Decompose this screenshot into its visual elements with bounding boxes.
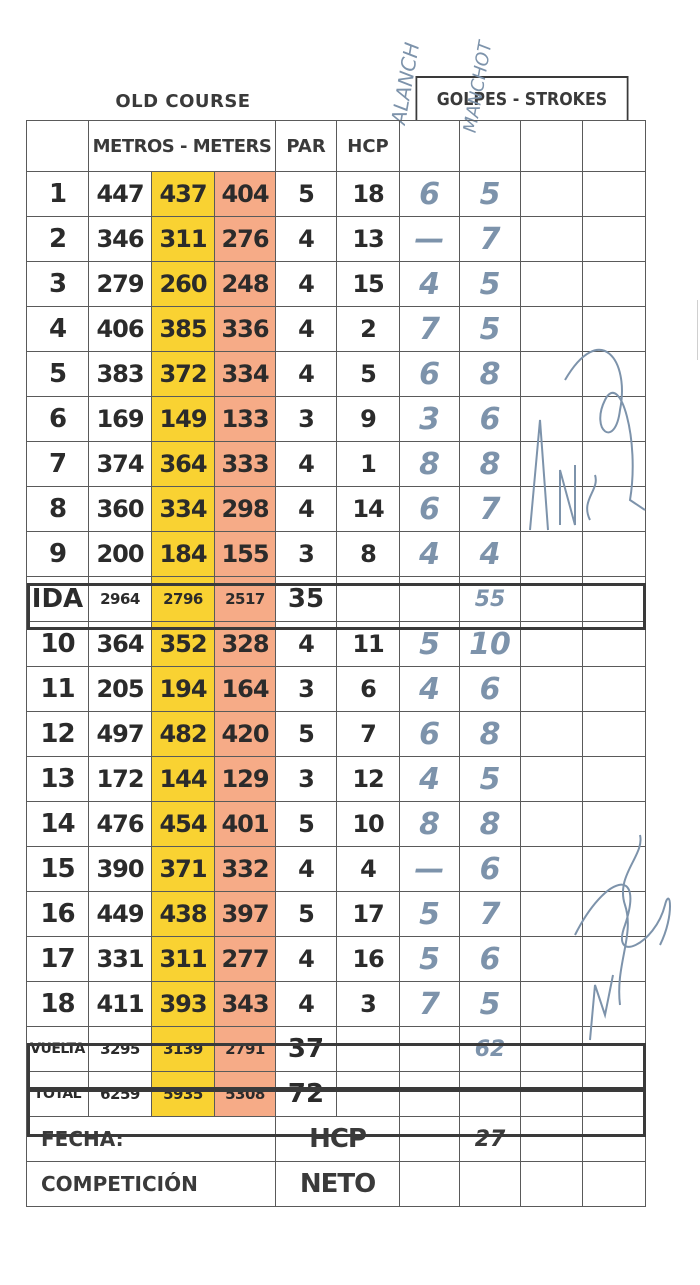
- player-1-score: 4: [400, 532, 460, 577]
- hcp-value: 8: [337, 532, 400, 577]
- competicion-row-player-3: [521, 1162, 583, 1207]
- fecha-row-player-3: [521, 1117, 583, 1162]
- page-edge: [697, 300, 698, 360]
- vuelta-row-player-1: [400, 1027, 460, 1072]
- meters-yellow: 311: [152, 937, 215, 982]
- meters-red: 129: [215, 757, 276, 802]
- hole-number: 17: [27, 937, 89, 982]
- player-4-score: [583, 757, 646, 802]
- vuelta-row-player-2: 62: [460, 1027, 521, 1072]
- meters-white: 406: [89, 307, 152, 352]
- hole-number: 11: [27, 667, 89, 712]
- player-1-score: 7: [400, 307, 460, 352]
- player-1-score: 5: [400, 892, 460, 937]
- meters-yellow: 144: [152, 757, 215, 802]
- meters-white: 383: [89, 352, 152, 397]
- hole-row: [27, 217, 646, 262]
- player-3-score: [521, 442, 583, 487]
- player-2-score: 8: [460, 352, 521, 397]
- hole-number: 13: [27, 757, 89, 802]
- hole-row: [27, 802, 646, 847]
- meters-yellow: 352: [152, 622, 215, 667]
- total-row-par: 72: [276, 1072, 337, 1117]
- meters-yellow: 482: [152, 712, 215, 757]
- hole-row: [27, 442, 646, 487]
- fecha-row: [27, 1117, 646, 1162]
- player-4-score: [583, 352, 646, 397]
- player-1-score: 4: [400, 757, 460, 802]
- score-col-1-header: [400, 121, 460, 172]
- total-row: [27, 1072, 646, 1117]
- hole-row: [27, 982, 646, 1027]
- player-4-score: [583, 262, 646, 307]
- player-2-score: 6: [460, 667, 521, 712]
- player-1-score: 7: [400, 982, 460, 1027]
- player-3-score: [521, 397, 583, 442]
- hole-row: [27, 307, 646, 352]
- par-value: 5: [276, 172, 337, 217]
- ida-row-player-2: 55: [460, 577, 521, 622]
- total-row-player-1: [400, 1072, 460, 1117]
- meters-red: 420: [215, 712, 276, 757]
- meters-yellow: 149: [152, 397, 215, 442]
- hole-row: [27, 757, 646, 802]
- hcp-value: 11: [337, 622, 400, 667]
- hole-row: [27, 352, 646, 397]
- fecha-row-label: FECHA:: [27, 1117, 276, 1162]
- hole-row: [27, 487, 646, 532]
- vuelta-row: [27, 1027, 646, 1072]
- par-value: 5: [276, 712, 337, 757]
- player-2-score: 8: [460, 802, 521, 847]
- meters-red: 334: [215, 352, 276, 397]
- fecha-row-player-1: [400, 1117, 460, 1162]
- player-1-score: —: [400, 217, 460, 262]
- hcp-value: 3: [337, 982, 400, 1027]
- hole-row: [27, 667, 646, 712]
- meters-white: 476: [89, 802, 152, 847]
- meters-yellow: 194: [152, 667, 215, 712]
- player-2-score: 6: [460, 397, 521, 442]
- meters-yellow: 437: [152, 172, 215, 217]
- player-1-score: 8: [400, 802, 460, 847]
- player-1-score: 6: [400, 487, 460, 532]
- hole-row: [27, 172, 646, 217]
- meters-yellow: 385: [152, 307, 215, 352]
- ida-row-yellow: 2796: [152, 577, 215, 622]
- hole-number: 1: [27, 172, 89, 217]
- hcp-value: 2: [337, 307, 400, 352]
- hcp-value: 10: [337, 802, 400, 847]
- meters-red: 164: [215, 667, 276, 712]
- player-2-score: 5: [460, 262, 521, 307]
- player-3-score: [521, 487, 583, 532]
- hole-number: 5: [27, 352, 89, 397]
- meters-red: 336: [215, 307, 276, 352]
- ida-row-par: 35: [276, 577, 337, 622]
- total-row-red: 5308: [215, 1072, 276, 1117]
- player-4-score: [583, 307, 646, 352]
- meters-red: 343: [215, 982, 276, 1027]
- vuelta-row-yellow: 3139: [152, 1027, 215, 1072]
- hole-number: 18: [27, 982, 89, 1027]
- par-value: 4: [276, 937, 337, 982]
- vuelta-row-player-3: [521, 1027, 583, 1072]
- hole-row: [27, 532, 646, 577]
- player-4-score: [583, 802, 646, 847]
- hcp-value: 17: [337, 892, 400, 937]
- player-4-score: [583, 442, 646, 487]
- hcp-value: 15: [337, 262, 400, 307]
- meters-white: 411: [89, 982, 152, 1027]
- meters-white: 449: [89, 892, 152, 937]
- score-table: [26, 120, 646, 1207]
- player-4-score: [583, 937, 646, 982]
- course-title: OLD COURSE: [115, 90, 251, 112]
- hcp-value: 13: [337, 217, 400, 262]
- player-4-score: [583, 667, 646, 712]
- score-col-4-header: [583, 121, 646, 172]
- player-1-score: 5: [400, 622, 460, 667]
- fecha-row-player-2: 27: [460, 1117, 521, 1162]
- par-value: 4: [276, 217, 337, 262]
- vuelta-row-red: 2791: [215, 1027, 276, 1072]
- hcp-value: 9: [337, 397, 400, 442]
- ida-row-player-1: [400, 577, 460, 622]
- meters-red: 277: [215, 937, 276, 982]
- player-4-score: [583, 712, 646, 757]
- player-3-score: [521, 217, 583, 262]
- total-row-player-2: [460, 1072, 521, 1117]
- ida-row-white: 2964: [89, 577, 152, 622]
- vuelta-row-player-4: [583, 1027, 646, 1072]
- hole-number: 16: [27, 892, 89, 937]
- meters-yellow: 260: [152, 262, 215, 307]
- meters-white: 205: [89, 667, 152, 712]
- meters-red: 401: [215, 802, 276, 847]
- hole-number: 9: [27, 532, 89, 577]
- par-value: 3: [276, 667, 337, 712]
- meters-yellow: 184: [152, 532, 215, 577]
- ida-row: [27, 577, 646, 622]
- ida-row-label: IDA: [27, 577, 89, 622]
- player-2-score: 7: [460, 487, 521, 532]
- competicion-row-player-4: [583, 1162, 646, 1207]
- hole-row: [27, 262, 646, 307]
- hcp-value: 12: [337, 757, 400, 802]
- hole-number: 10: [27, 622, 89, 667]
- meters-white: 374: [89, 442, 152, 487]
- meters-white: 364: [89, 622, 152, 667]
- score-col-2-header: [460, 121, 521, 172]
- vuelta-row-label: VUELTA: [27, 1027, 89, 1072]
- meters-red: 248: [215, 262, 276, 307]
- player-2-score: 7: [460, 217, 521, 262]
- hole-number: 12: [27, 712, 89, 757]
- meters-white: 497: [89, 712, 152, 757]
- meters-yellow: 372: [152, 352, 215, 397]
- hole-number: 8: [27, 487, 89, 532]
- meters-yellow: 454: [152, 802, 215, 847]
- hcp-value: 16: [337, 937, 400, 982]
- player-4-score: [583, 847, 646, 892]
- player-3-score: [521, 712, 583, 757]
- hole-number: 2: [27, 217, 89, 262]
- meters-white: 447: [89, 172, 152, 217]
- par-value: 4: [276, 487, 337, 532]
- player-3-score: [521, 262, 583, 307]
- hole-number: 4: [27, 307, 89, 352]
- par-value: 4: [276, 982, 337, 1027]
- hole-number: 14: [27, 802, 89, 847]
- competicion-row: [27, 1162, 646, 1207]
- hcp-value: 4: [337, 847, 400, 892]
- player-1-score: 6: [400, 172, 460, 217]
- par-value: 4: [276, 307, 337, 352]
- total-row-player-3: [521, 1072, 583, 1117]
- par-value: 5: [276, 892, 337, 937]
- player-1-score: 4: [400, 667, 460, 712]
- par-value: 3: [276, 532, 337, 577]
- player-3-score: [521, 982, 583, 1027]
- meters-red: 404: [215, 172, 276, 217]
- player-3-score: [521, 847, 583, 892]
- player-1-score: 8: [400, 442, 460, 487]
- player-4-score: [583, 172, 646, 217]
- score-col-3-header: [521, 121, 583, 172]
- player-1-score: —: [400, 847, 460, 892]
- total-row-label: TOTAL: [27, 1072, 89, 1117]
- player-2-score: 4: [460, 532, 521, 577]
- player-3-score: [521, 892, 583, 937]
- ida-row-player-4: [583, 577, 646, 622]
- hcp-header: HCP: [337, 121, 400, 172]
- meters-red: 397: [215, 892, 276, 937]
- par-value: 4: [276, 262, 337, 307]
- player-2-score: 6: [460, 937, 521, 982]
- competicion-row-player-2: [460, 1162, 521, 1207]
- meters-red: 133: [215, 397, 276, 442]
- strokes-header: GOLPES - STROKES: [416, 76, 629, 120]
- par-value: 4: [276, 847, 337, 892]
- meters-yellow: 311: [152, 217, 215, 262]
- fecha-row-player-4: [583, 1117, 646, 1162]
- player-4-score: [583, 217, 646, 262]
- meters-white: 200: [89, 532, 152, 577]
- meters-header: METROS - METERS: [89, 121, 276, 172]
- ida-row-red: 2517: [215, 577, 276, 622]
- vuelta-row-par: 37: [276, 1027, 337, 1072]
- player-2-score: 6: [460, 847, 521, 892]
- hcp-value: 1: [337, 442, 400, 487]
- player-3-score: [521, 532, 583, 577]
- hole-row: [27, 712, 646, 757]
- fecha-row-value-label: HCP: [276, 1117, 400, 1162]
- player-name-1: ALANCH: [386, 40, 425, 127]
- player-3-score: [521, 802, 583, 847]
- meters-white: 390: [89, 847, 152, 892]
- player-2-score: 8: [460, 442, 521, 487]
- hole-row: [27, 847, 646, 892]
- meters-yellow: 334: [152, 487, 215, 532]
- player-4-score: [583, 397, 646, 442]
- player-1-score: 6: [400, 712, 460, 757]
- player-1-score: 6: [400, 352, 460, 397]
- player-4-score: [583, 487, 646, 532]
- player-2-score: 5: [460, 982, 521, 1027]
- meters-red: 332: [215, 847, 276, 892]
- hole-row: [27, 937, 646, 982]
- player-4-score: [583, 892, 646, 937]
- total-row-hcp: [337, 1072, 400, 1117]
- player-3-score: [521, 172, 583, 217]
- par-header: PAR: [276, 121, 337, 172]
- player-3-score: [521, 307, 583, 352]
- player-2-score: 5: [460, 172, 521, 217]
- meters-red: 333: [215, 442, 276, 487]
- player-4-score: [583, 532, 646, 577]
- player-2-score: 8: [460, 712, 521, 757]
- meters-yellow: 393: [152, 982, 215, 1027]
- competicion-row-value-label: NETO: [276, 1162, 400, 1207]
- player-2-score: 7: [460, 892, 521, 937]
- player-4-score: [583, 622, 646, 667]
- par-value: 4: [276, 622, 337, 667]
- total-row-player-4: [583, 1072, 646, 1117]
- hole-row: [27, 397, 646, 442]
- meters-white: 331: [89, 937, 152, 982]
- meters-yellow: 371: [152, 847, 215, 892]
- ida-row-hcp: [337, 577, 400, 622]
- ida-row-player-3: [521, 577, 583, 622]
- meters-yellow: 364: [152, 442, 215, 487]
- hole-row: [27, 892, 646, 937]
- par-value: 4: [276, 442, 337, 487]
- meters-red: 155: [215, 532, 276, 577]
- meters-white: 172: [89, 757, 152, 802]
- meters-red: 298: [215, 487, 276, 532]
- total-row-white: 6259: [89, 1072, 152, 1117]
- competicion-row-label: COMPETICIÓN: [27, 1162, 276, 1207]
- player-1-score: 5: [400, 937, 460, 982]
- player-4-score: [583, 982, 646, 1027]
- meters-red: 328: [215, 622, 276, 667]
- player-2-score: 5: [460, 307, 521, 352]
- par-value: 5: [276, 802, 337, 847]
- hole-number: 7: [27, 442, 89, 487]
- meters-white: 360: [89, 487, 152, 532]
- header-blank: [27, 121, 89, 172]
- player-3-score: [521, 667, 583, 712]
- player-name-2: MANCHOT: [459, 39, 497, 135]
- meters-white: 346: [89, 217, 152, 262]
- meters-yellow: 438: [152, 892, 215, 937]
- hole-number: 3: [27, 262, 89, 307]
- player-1-score: 3: [400, 397, 460, 442]
- hcp-value: 5: [337, 352, 400, 397]
- par-value: 3: [276, 397, 337, 442]
- meters-red: 276: [215, 217, 276, 262]
- hcp-value: 7: [337, 712, 400, 757]
- hole-number: 6: [27, 397, 89, 442]
- player-1-score: 4: [400, 262, 460, 307]
- hole-number: 15: [27, 847, 89, 892]
- header-row: [27, 121, 646, 172]
- player-2-score: 10: [460, 622, 521, 667]
- player-2-score: 5: [460, 757, 521, 802]
- vuelta-row-hcp: [337, 1027, 400, 1072]
- player-3-score: [521, 622, 583, 667]
- hcp-value: 14: [337, 487, 400, 532]
- par-value: 4: [276, 352, 337, 397]
- player-3-score: [521, 937, 583, 982]
- hcp-value: 6: [337, 667, 400, 712]
- competicion-row-player-1: [400, 1162, 460, 1207]
- par-value: 3: [276, 757, 337, 802]
- meters-white: 169: [89, 397, 152, 442]
- player-3-score: [521, 352, 583, 397]
- hole-row: [27, 622, 646, 667]
- player-3-score: [521, 757, 583, 802]
- vuelta-row-white: 3295: [89, 1027, 152, 1072]
- meters-white: 279: [89, 262, 152, 307]
- hcp-value: 18: [337, 172, 400, 217]
- total-row-yellow: 5935: [152, 1072, 215, 1117]
